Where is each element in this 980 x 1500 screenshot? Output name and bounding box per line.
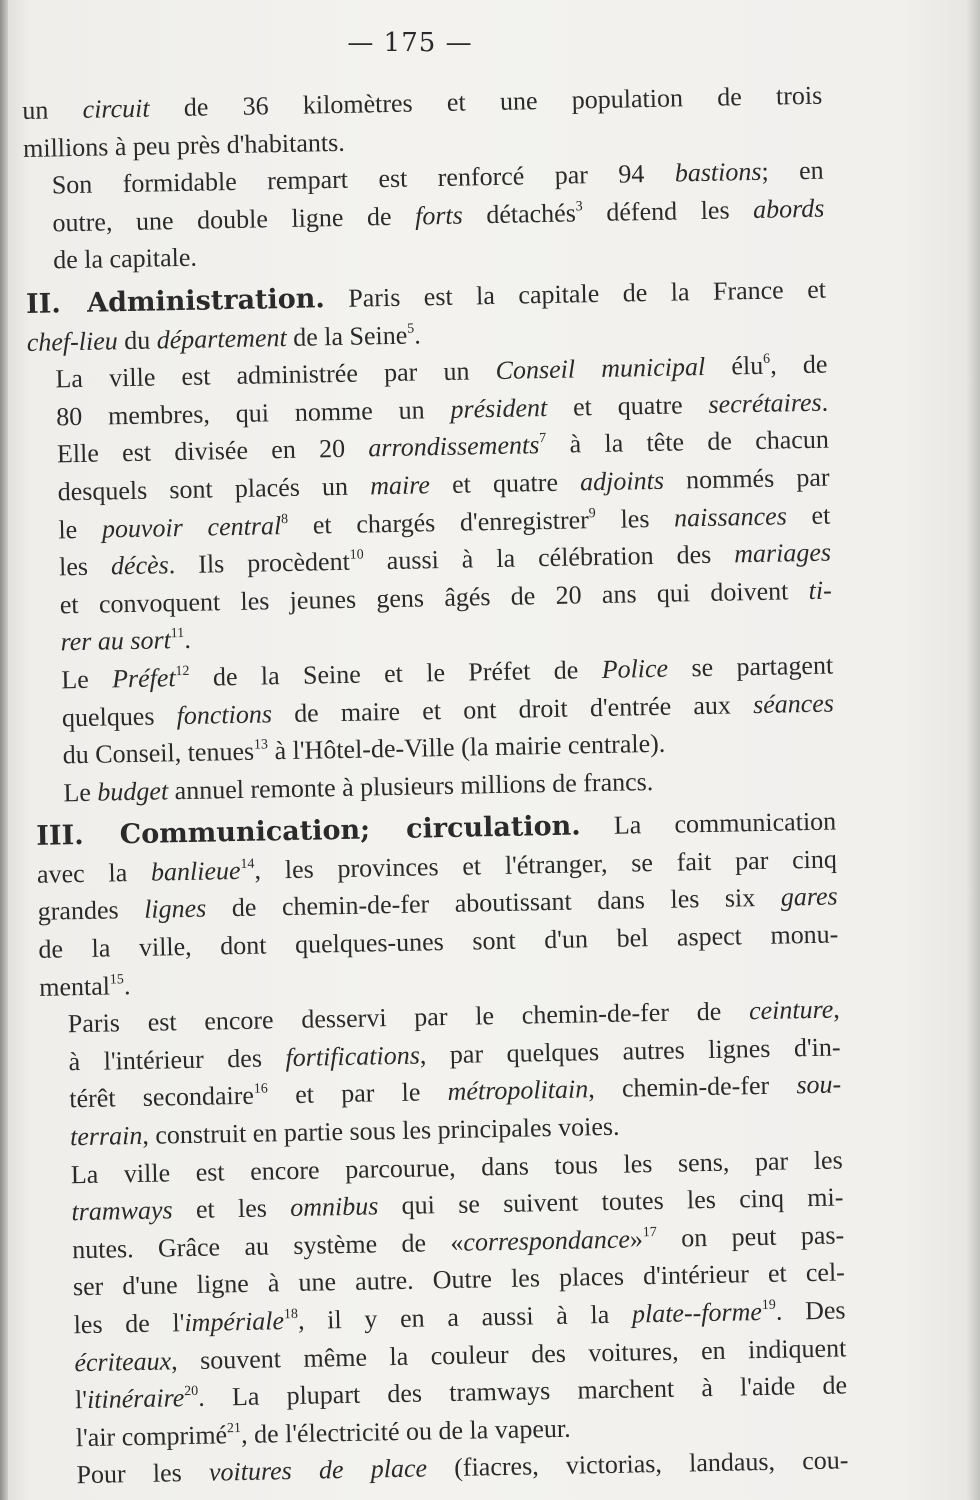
text-run: outre, une double ligne de (52, 201, 416, 238)
footnote-marker: 19 (761, 1297, 776, 1314)
italic-term: correspondance (463, 1224, 631, 1257)
italic-term: adjoints (579, 465, 665, 497)
italic-term: forts (414, 200, 464, 231)
text-run: térêt secondaire (69, 1081, 255, 1114)
paragraph (42, 1141, 848, 1457)
text-run: . (821, 387, 829, 417)
italic-term: sou- (796, 1069, 842, 1100)
text-run: élu (704, 350, 764, 382)
italic-term: naissances (673, 500, 788, 533)
text-run: et convoquent les jeunes gens âgés de 20 ans qui doivent (59, 575, 809, 620)
text-run: l'air comprimé (75, 1420, 228, 1452)
text-run: , par quelques autres lignes d'in- (419, 1032, 841, 1070)
text-run: et quatre (429, 467, 581, 500)
text-run: se partagent (667, 650, 834, 683)
italic-term: séances (752, 688, 835, 719)
italic-term: lignes (143, 894, 207, 925)
text-run: , il y en a aussi à la (297, 1299, 633, 1335)
text-run: . Des (775, 1295, 846, 1326)
text-run: nutes. Grâce au système de « (71, 1227, 464, 1265)
text-run: de 36 kilomètres et une population de trois (149, 80, 823, 123)
text-run: et par le (267, 1077, 448, 1110)
text-run: et quatre (546, 389, 709, 422)
footnote-marker: 6 (762, 351, 771, 367)
text-run: à l'intérieur des (68, 1042, 286, 1077)
text-run: mental (38, 971, 111, 1002)
text-run: l' (74, 1385, 88, 1415)
italic-term: bastions (674, 157, 762, 188)
text-run: de maire et ont droit d'entrée aux (271, 689, 754, 728)
text-run: » (629, 1224, 644, 1254)
section-heading: II. Administration. (25, 283, 326, 320)
footnote-marker: 10 (349, 547, 364, 563)
footnote-marker: 14 (240, 856, 255, 872)
italic-term: gares (780, 881, 838, 913)
binding-gutter (0, 0, 8, 1500)
italic-term: métropolitain (447, 1074, 589, 1107)
text-run: , de (769, 349, 828, 380)
text-run: ; en (761, 155, 824, 187)
italic-term: itinéraire (86, 1383, 185, 1415)
text-run: ser d'une ligne à une autre. Outre les places d'intérieur et cel- (72, 1257, 846, 1302)
text-run: de la Seine et le Préfet de (189, 654, 602, 692)
italic-term: décès (110, 550, 170, 581)
italic-term: abords (752, 193, 825, 224)
italic-term: circuit (82, 93, 150, 124)
italic-term: plate--forme (631, 1297, 763, 1329)
text-run: . (184, 625, 192, 655)
text-run: , chemin-de-fer (587, 1070, 797, 1104)
text-run: avec la (36, 857, 152, 889)
paragraph (40, 991, 843, 1157)
text-run: . Ils procèdent (168, 546, 351, 580)
text-run: millions à peu près d'habitants. (22, 127, 345, 163)
italic-term: banlieue (150, 855, 241, 887)
italic-term: omnibus (289, 1191, 379, 1223)
italic-term: Préfet (111, 663, 176, 694)
italic-term: écriteaux (74, 1345, 172, 1377)
body-text (22, 77, 849, 1495)
text-run: nommés par (663, 462, 830, 495)
italic-term: Police (601, 653, 669, 684)
italic-term: arrondissements (368, 430, 540, 463)
text-run: du Conseil, tenues (62, 736, 255, 770)
text-run: . (413, 319, 422, 350)
text-run: de la ville, dont quelques-unes sont d'un bel aspect monu- (38, 919, 839, 964)
text-run: 80 membres, qui nomme un (55, 394, 451, 432)
text-run: , les provinces et l'étranger, se fait par cinq (254, 844, 838, 885)
italic-term: Conseil municipal (495, 352, 706, 386)
text-run: , construit en partie sous les principales voies. (142, 1111, 620, 1150)
footnote-marker: 12 (175, 663, 190, 680)
text-run: les (58, 551, 112, 582)
footnote-marker: 15 (109, 971, 124, 988)
italic-term: budget (97, 776, 169, 807)
italic-term: fonctions (176, 698, 273, 730)
text-run: les de l' (73, 1308, 185, 1340)
text-run: à l'Hôtel-de-Ville (la mairie centrale). (267, 728, 666, 766)
page-edge-shadow (966, 0, 980, 1500)
text-run: aussi à la célébration des (363, 539, 735, 576)
text-run: les (595, 503, 675, 534)
text-run: desquels sont placés un (57, 471, 371, 507)
text-run: du (117, 325, 158, 355)
italic-term: terrain (69, 1120, 143, 1152)
text-run: de chemin-de-fer aboutissant dans les six (205, 883, 782, 924)
italic-term: secrétaires (708, 387, 822, 419)
text-run: grandes (37, 895, 145, 927)
italic-term: département (156, 322, 287, 355)
footnote-marker: 3 (575, 199, 583, 215)
paragraph (23, 152, 825, 280)
text-run: . (123, 970, 131, 1000)
italic-term: pouvoir central (101, 510, 282, 544)
italic-term: voitures de place (208, 1453, 428, 1488)
text-run: un (22, 94, 83, 125)
text-run: Pour les (76, 1458, 210, 1490)
page-number: — 175 — (347, 28, 473, 58)
text-run: annuel remonte à plusieurs millions de francs. (167, 766, 654, 806)
footnote-marker: 9 (588, 505, 596, 521)
text-run: Elle est divisée en 20 (56, 433, 369, 469)
text-run: , souvent même la couleur des voitures, en indiquent (170, 1333, 847, 1375)
text-run: et les (172, 1193, 291, 1225)
footnote-marker: 5 (406, 321, 415, 337)
text-run: à la tête de chacun (546, 424, 830, 460)
text-run: (fiacres, victorias, landaus, cou- (426, 1445, 849, 1483)
italic-term: maire (369, 470, 431, 501)
italic-term: tramways (71, 1195, 173, 1227)
italic-term: rer au sort (60, 625, 172, 657)
paragraph (33, 646, 835, 774)
section-heading: III. Communication; circulation. (36, 810, 581, 853)
text-run: La ville est administrée par un (55, 356, 496, 394)
footnote-marker: 16 (253, 1081, 268, 1098)
text-run: détachés (462, 198, 577, 230)
text-run: La ville est encore parcourue, dans tous les sens, par les (70, 1145, 843, 1189)
text-run: quelques (61, 700, 177, 732)
footnote-marker: 13 (253, 737, 269, 753)
italic-term: ti- (808, 575, 832, 605)
italic-term: chef-lieu (26, 325, 119, 357)
text-run: , (832, 994, 841, 1024)
text-run: de la capitale. (52, 243, 198, 275)
italic-term: président (450, 392, 548, 424)
text-run: Paris est la capitale de la France et (324, 274, 827, 314)
paragraph (27, 346, 833, 662)
text-run: . La plupart des tramways marchent à l'aide de (197, 1370, 848, 1413)
text-run: le (58, 514, 103, 544)
text-run: de la Seine (286, 320, 408, 352)
text-run: Son formidable rempart est renforcé par 94 (51, 158, 676, 200)
footnote-marker: 21 (226, 1420, 242, 1437)
text-run: défend les (582, 194, 754, 228)
text-run: on peut pas- (656, 1220, 845, 1253)
italic-term: fortifications (285, 1040, 421, 1072)
text-run: Paris est encore desservi par le chemin-de-fer de (67, 996, 750, 1039)
text-run: Le (61, 664, 113, 695)
footnote-marker: 18 (283, 1306, 299, 1323)
footnote-marker: 20 (184, 1384, 199, 1400)
text-run: et (786, 500, 831, 530)
text-run: Le (63, 777, 98, 808)
italic-term: ceinture (748, 994, 834, 1026)
footnote-marker: 7 (539, 431, 547, 447)
section-paragraph (36, 803, 839, 1006)
italic-term: impériale (184, 1306, 285, 1338)
footnote-marker: 8 (280, 511, 289, 527)
footnote-marker: 11 (170, 626, 185, 642)
text-run: et chargés d'enregistrer (287, 504, 590, 540)
text-run: , de l'électricité ou de la vapeur. (240, 1413, 571, 1449)
text-run: La communication (580, 806, 837, 841)
text-run: qui se suivent toutes les cinq mi- (378, 1182, 844, 1221)
italic-term: mariages (733, 537, 832, 569)
footnote-marker: 17 (642, 1224, 657, 1241)
